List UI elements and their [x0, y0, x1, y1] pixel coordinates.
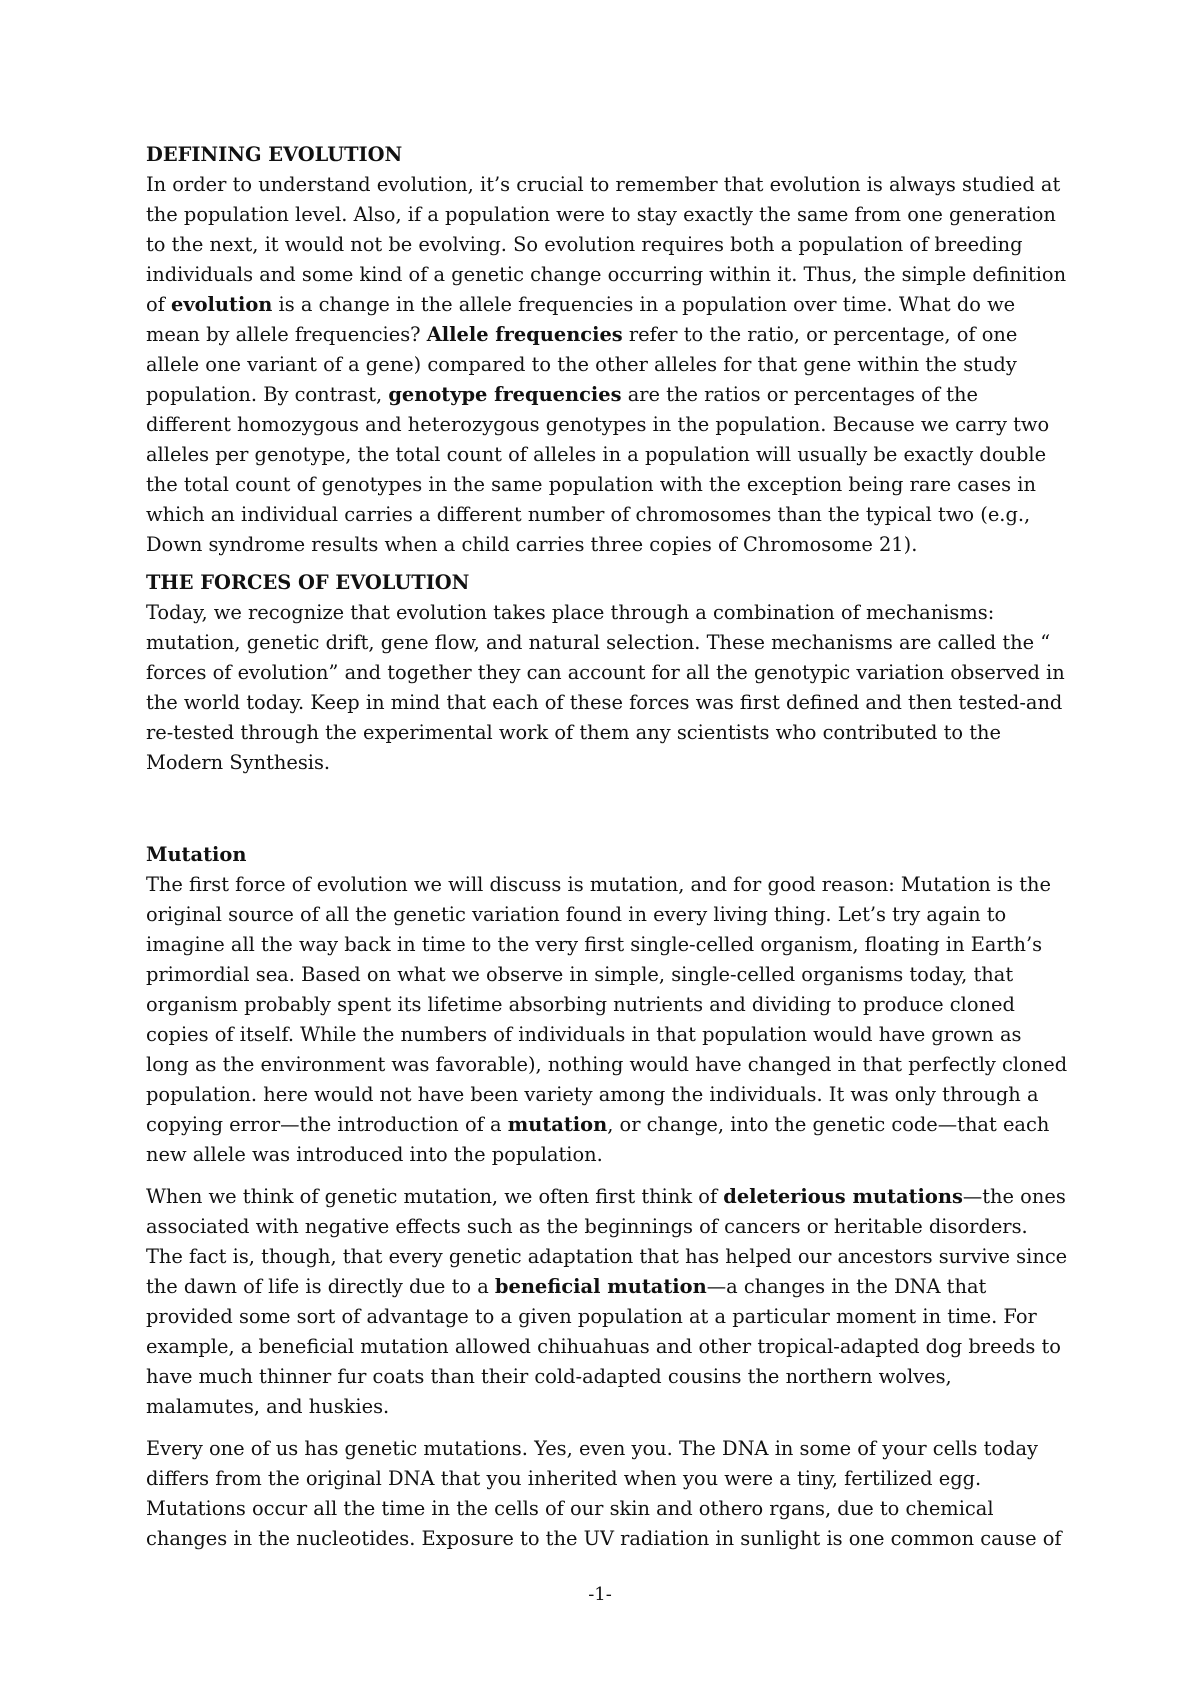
- paragraph: [146, 870, 1068, 1170]
- paragraph-text: In order to understand evolution, it’s crucial to remember that evolution is always studied at the population level. Also, if a population were to stay exactly the same from one generation to the next, it would not be evolving. So evolution requires both a population of breeding individuals and some kind of a genetic change occurring within it. Thus, the simple definition of: [146, 173, 1067, 316]
- paragraph: [146, 170, 1068, 560]
- page-number: -1-: [588, 1584, 612, 1605]
- paragraph-text: is a change in the allele frequencies in a population over time. What do we mean by allele frequencies?: [146, 293, 1016, 346]
- bold-term-mutation: mutation: [507, 1113, 608, 1136]
- bold-term-allele-frequencies: Allele frequencies: [426, 323, 623, 346]
- paragraph: Every one of us has genetic mutations. Yes, even you. The DNA in some of your cells today differs from the original DNA that you inherited when you were a tiny, fertilized egg. Mutations occur all the time in the cells of our skin and othero rgans, due to chemical changes in the nucleotides. Exposure to the UV radiation in sunlight is one common cause of: [146, 1437, 1062, 1550]
- paragraph-text: are the ratios or percentages of the different homozygous and heterozygous genotypes in the population. Because we carry two alleles per genotype, the total count of alleles in a population will usually be exactly double the total count of genotypes in the same population with the exception being rare cases in which an individual carries a different number of chromosomes than the typical two (e.g., Down syndrome results when a child carries three copies of Chromosome 21).: [146, 383, 1050, 556]
- bold-term-deleterious-mutations: deleterious mutations: [723, 1185, 963, 1208]
- paragraph-text: The first force of evolution we will discuss is mutation, and for good reason: Mutation is the original source of all the genetic variation found in every living thing. Let’s try again to imagine all the way back in time to the very first single-celled organism, floating in Earth’s primordial sea. Based on what we observe in simple, single-celled organisms today, that organism probably spent its lifetime absorbing nutrients and dividing to produce cloned copies of itself. While the numbers of individuals in that population would have grown as long as the environment was favorable), nothing would have changed in that perfectly cloned population. here would not have been variety among the individuals. It was only through a copying error—the introduction of a: [146, 873, 1068, 1136]
- section-heading: Mutation: [146, 843, 247, 866]
- bold-term-evolution: evolution: [171, 293, 273, 316]
- section-defining-evolution: [146, 140, 1068, 560]
- spacer: [146, 778, 1068, 840]
- spacer: [146, 560, 1068, 568]
- section-mutation: [146, 840, 1068, 1554]
- paragraph: Today, we recognize that evolution takes place through a combination of mechanisms: mutation, genetic drift, gene flow, and natural selection. These mechanisms are called the “ forces of evolution” and together they can account for all the genotypic variation observed in the world today. Keep in mind that each of these forces was first defined and then tested-and re-tested through the experimental work of them any scientists who contributed to the Modern Synthesis.: [146, 601, 1065, 774]
- paragraph-text: When we think of genetic mutation, we often first think of: [146, 1185, 724, 1208]
- bold-term-genotype-frequencies: genotype frequencies: [388, 383, 622, 406]
- paragraph-text: , or change, into the genetic code—that each new allele was introduced into the population.: [146, 1113, 1050, 1166]
- section-heading: THE FORCES OF EVOLUTION: [146, 571, 470, 594]
- section-heading: DEFINING EVOLUTION: [146, 143, 403, 166]
- document-body: [146, 140, 1068, 1554]
- bold-term-beneficial-mutation: beneficial mutation: [494, 1275, 707, 1298]
- paragraph: [146, 1182, 1068, 1422]
- paragraph-text: refer to the ratio, or percentage, of one allele one variant of a gene) compared to the other alleles for that gene within the study population. By contrast,: [146, 323, 1018, 406]
- paragraph-text: —a changes in the DNA that provided some sort of advantage to a given population at a particular moment in time. For example, a beneficial mutation allowed chihuahuas and other tropical-adapted dog breeds to have much thinner fur coats than their cold-adapted cousins the northern wolves, malamutes, and huskies.: [146, 1275, 1061, 1418]
- section-forces-of-evolution: [146, 568, 1068, 778]
- paragraph-text: —the ones associated with negative effects such as the beginnings of cancers or heritable disorders. The fact is, though, that every genetic adaptation that has helped our ancestors survive since the dawn of life is directly due to a: [146, 1185, 1068, 1298]
